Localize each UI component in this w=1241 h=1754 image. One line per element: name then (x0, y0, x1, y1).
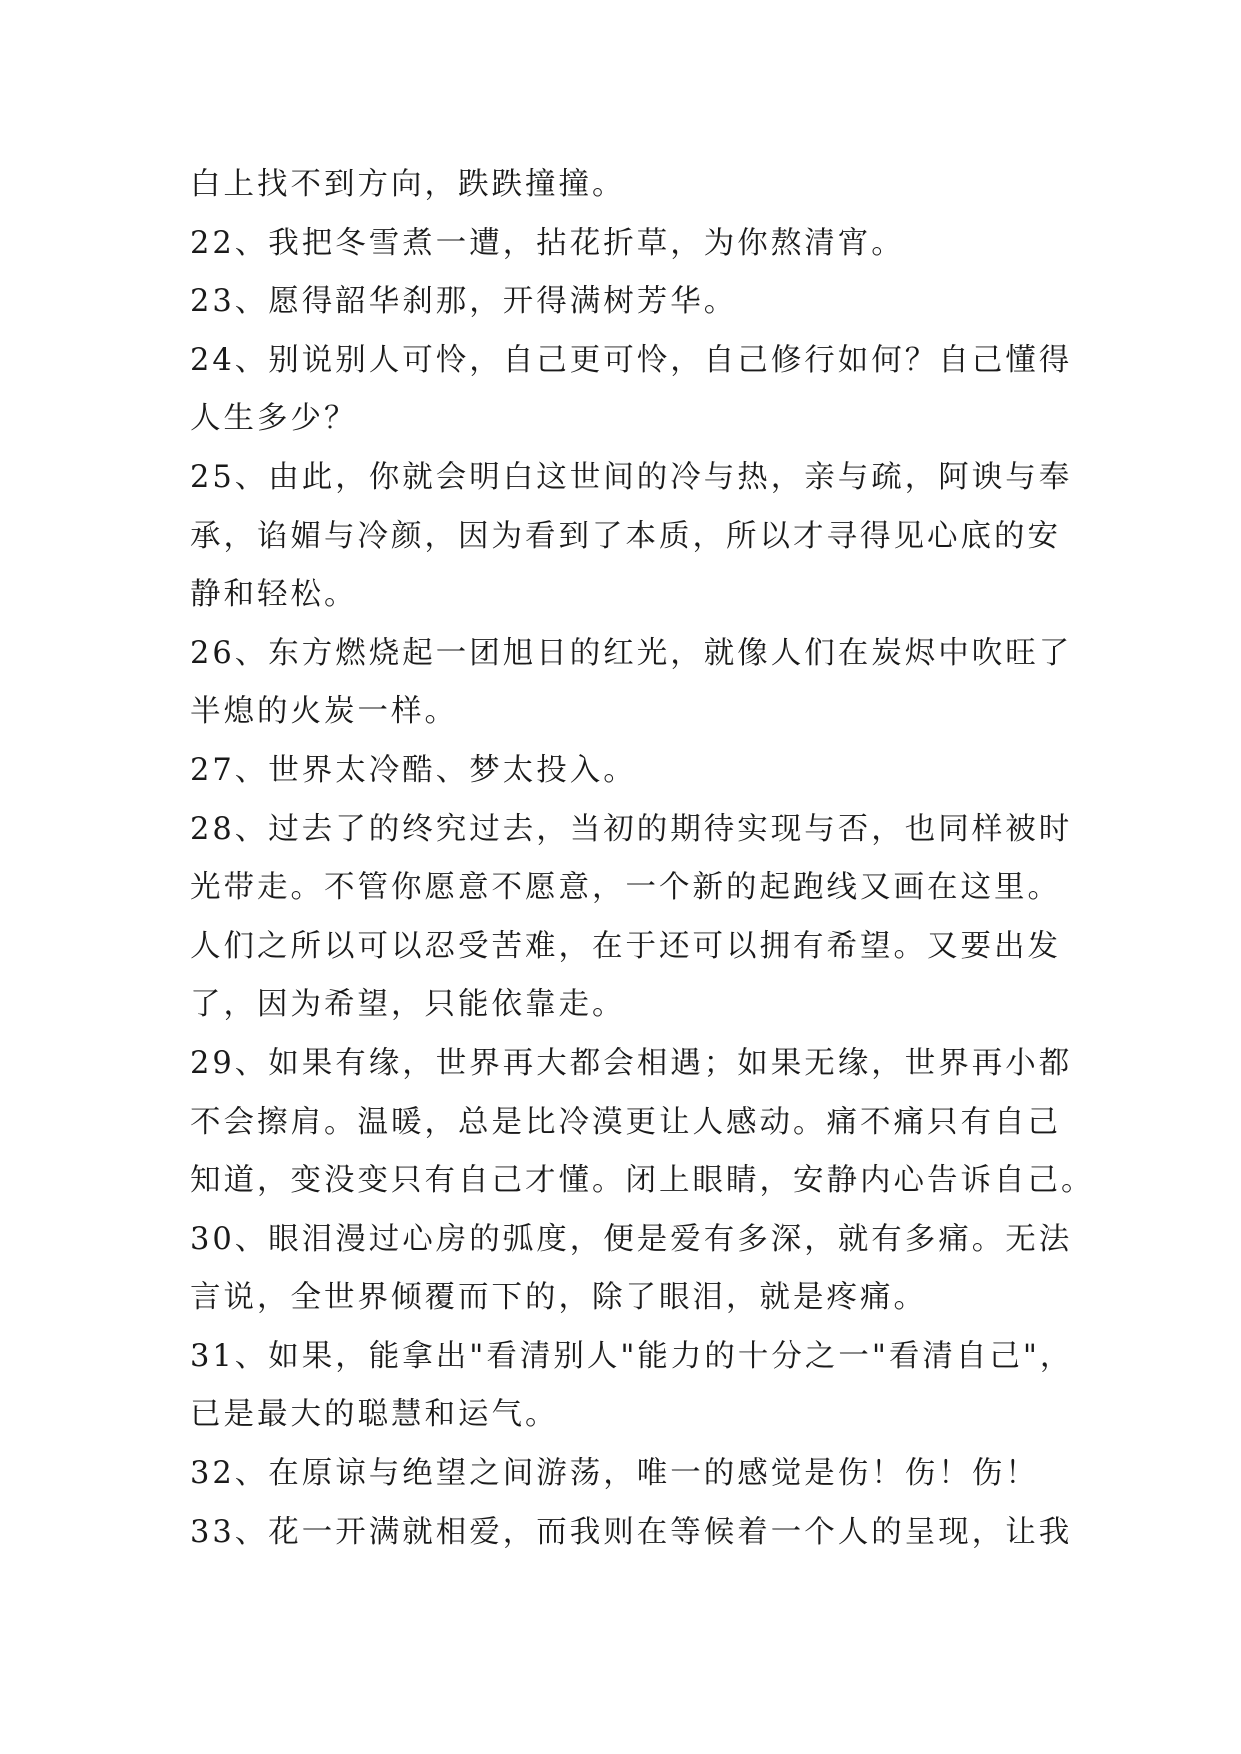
document-body (190, 156, 1095, 1562)
text-line: 了，因为希望，只能依靠走。 (190, 987, 626, 1023)
text-line: 27、世界太冷酷、梦太投入。 (190, 752, 637, 788)
text-line: 30、眼泪漫过心房的弧度，便是爱有多深，就有多痛。无法 (190, 1221, 1073, 1257)
text-line: 25、由此，你就会明白这世间的冷与热，亲与疏，阿谀与奉 (190, 459, 1073, 495)
text-line: 23、愿得韶华刹那，开得满树芳华。 (190, 284, 738, 320)
text-line: 26、东方燃烧起一团旭日的红光，就像人们在炭烬中吹旺了 (190, 635, 1073, 671)
text-line: 承，谄媚与冷颜，因为看到了本质，所以才寻得见心底的安 (190, 518, 1061, 554)
text-line: 知道，变没变只有自己才懂。闭上眼睛，安静内心告诉自己。 (190, 1163, 1095, 1199)
text-line: 言说，全世界倾覆而下的，除了眼泪，就是疼痛。 (190, 1280, 927, 1316)
text-line: 人生多少？ (190, 401, 358, 437)
text-line: 白上找不到方向，跌跌撞撞。 (190, 167, 626, 202)
text-line: 不会擦肩。温暖，总是比冷漠更让人感动。痛不痛只有自己 (190, 1104, 1061, 1140)
text-line: 31、如果，能拿出"看清别人"能力的十分之一"看清自己"， (190, 1338, 1074, 1374)
text-line: 静和轻松。 (190, 577, 358, 613)
text-line: 32、在原谅与绝望之间游荡，唯一的感觉是伤！伤！伤！ (190, 1456, 1039, 1492)
text-line: 已是最大的聪慧和运气。 (190, 1397, 559, 1433)
text-line: 22、我把冬雪煮一遭，拈花折草，为你熬清宵。 (190, 225, 905, 261)
text-line: 29、如果有缘，世界再大都会相遇；如果无缘，世界再小都 (190, 1045, 1073, 1081)
text-line: 33、花一开满就相爱，而我则在等候着一个人的呈现，让我 (190, 1514, 1073, 1550)
text-line: 28、过去了的终究过去，当初的期待实现与否，也同样被时 (190, 811, 1073, 847)
text-line: 光带走。不管你愿意不愿意，一个新的起跑线又画在这里。 (190, 870, 1061, 906)
text-line: 人们之所以可以忍受苦难，在于还可以拥有希望。又要出发 (190, 928, 1061, 964)
text-line: 24、别说别人可怜，自己更可怜，自己修行如何？自己懂得 (190, 342, 1073, 378)
text-line: 半熄的火炭一样。 (190, 694, 458, 730)
